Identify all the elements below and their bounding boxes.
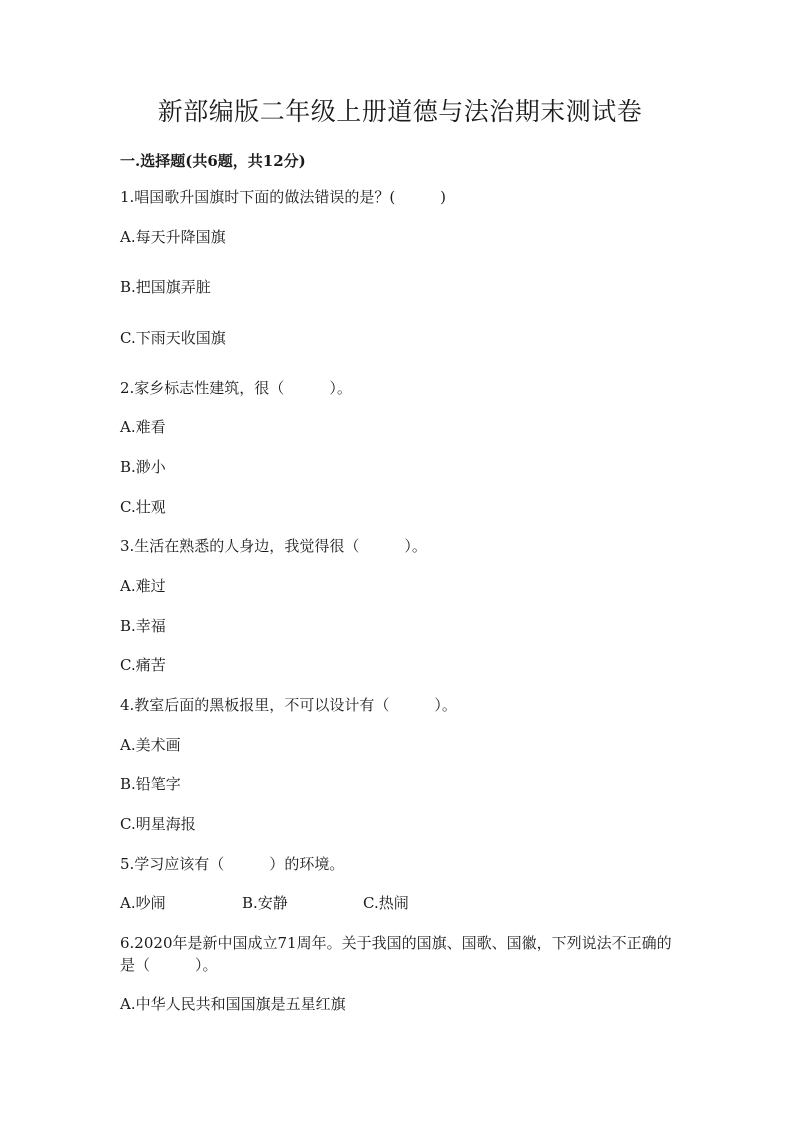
section-heading: 一.选择题(共6题，共12分): [120, 152, 306, 170]
question-5-stem: 5.学习应该有（ ）的环境。: [120, 855, 345, 873]
question-5-option-a: A.吵闹: [120, 894, 166, 912]
question-2-option-a: A.难看: [120, 418, 166, 436]
question-1-option-c: C.下雨天收国旗: [120, 329, 226, 347]
question-4-stem: 4.教室后面的黑板报里，不可以设计有（ ）。: [120, 696, 457, 714]
question-3-option-a: A.难过: [120, 577, 166, 595]
question-4-option-a: A.美术画: [120, 736, 181, 754]
question-3-stem: 3.生活在熟悉的人身边，我觉得很（ ）。: [120, 537, 427, 555]
page-title: 新部编版二年级上册道德与法治期末测试卷: [157, 97, 643, 126]
question-2-option-c: C.壮观: [120, 498, 166, 516]
question-2-stem: 2.家乡标志性建筑，很（ ）。: [120, 379, 352, 397]
question-6-stem: 6.2020年是新中国成立71周年。关于我国的国旗、国歌、国徽，下列说法不正确的是（ ）。: [120, 934, 672, 974]
question-3-option-b: B.幸福: [120, 617, 166, 635]
question-5-option-b: B.安静: [242, 894, 288, 912]
question-1-option-a: A.每天升降国旗: [120, 228, 226, 246]
question-1-option-b: B.把国旗弄脏: [120, 278, 211, 296]
question-3-option-c: C.痛苦: [120, 656, 166, 674]
question-4-option-c: C.明星海报: [120, 815, 196, 833]
question-5-option-c: C.热闹: [363, 894, 409, 912]
question-6-option-a: A.中华人民共和国国旗是五星红旗: [120, 995, 346, 1013]
question-4-option-b: B.铅笔字: [120, 775, 181, 793]
question-2-option-b: B.渺小: [120, 458, 166, 476]
question-1-stem: 1.唱国歌升国旗时下面的做法错误的是？( ): [120, 188, 447, 206]
